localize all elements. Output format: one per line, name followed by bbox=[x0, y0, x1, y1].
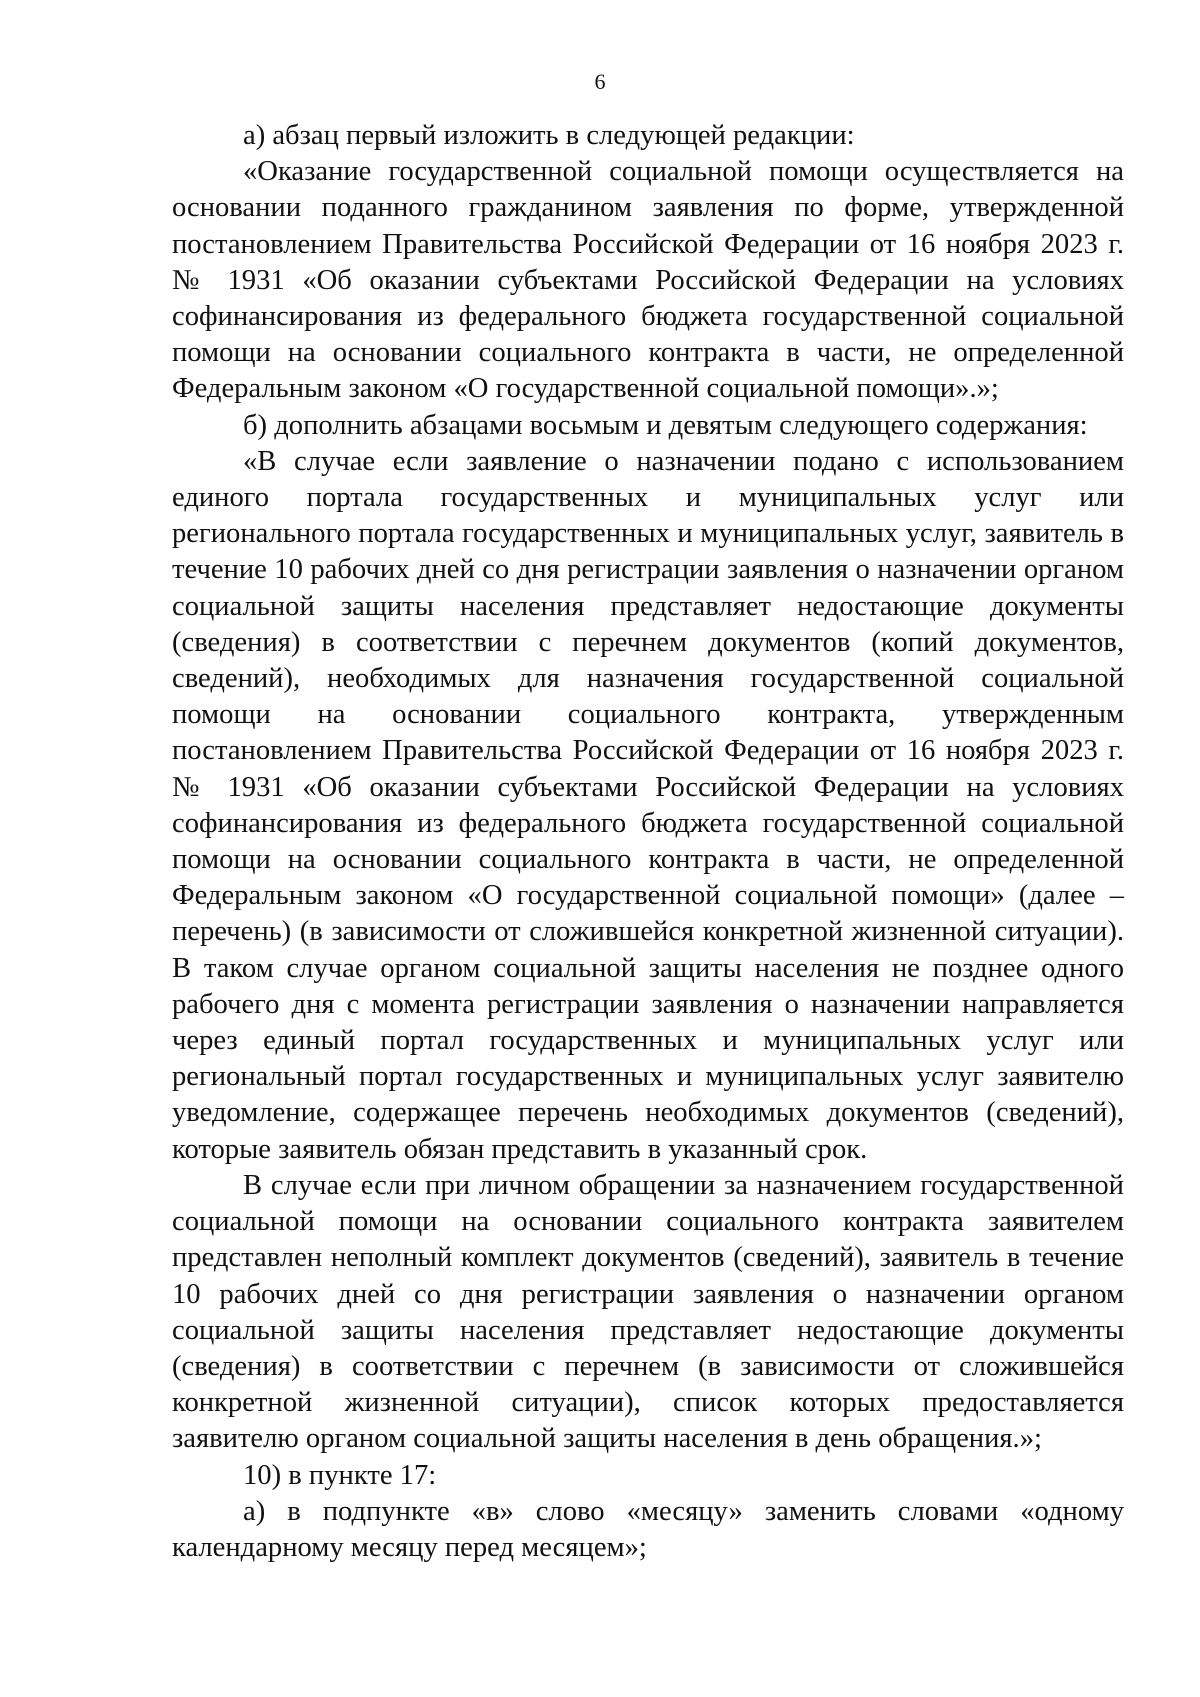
paragraph-3-dopolnit-abzacami: б) дополнить абзацами восьмым и девятым следующего содержания: bbox=[243, 409, 1088, 441]
paragraph-6-punkt-17: 10) в пункте 17: bbox=[243, 1459, 437, 1491]
paragraph-7-podpunkt-v: а) в подпункте «в» слово «месяцу» заменить словами «одному календарному месяцу перед месяцем»; bbox=[172, 1495, 1124, 1563]
paragraph-4-portal-application: «В случае если заявление о назначении подано с использованием единого портала государственных и муниципальных услуг или регионального портала государственных и муниципальных услуг, заявитель в течение 10 рабочих дней со дня регистрации заявления о назначении органом социальной защиты населения представляет недостающие документы (сведения) в соответствии с перечнем документов (копий документов, сведений), необходимых для назначения государственной социальной помощи на основании социального контракта, утвержденным постановлением Правительства Российской Федерации от 16 ноября 2023 г. № 1931 «Об оказании субъектами Российской Федерации на условиях софинансирования из федерального бюджета государственной социальной помощи на основании социального контракта в части, не определенной Федеральным законом «О государственной социальной помощи» (далее – перечень) (в зависимости от сложившейся конкретной жизненной ситуации). В таком случае органом социальной защиты населения не позднее одного рабочего дня с момента регистрации заявления о назначении направляется через единый портал государственных и муниципальных услуг или региональный портал государственных и муниципальных услуг заявителю уведомление, содержащее перечень необходимых документов (сведений), которые заявитель обязан представить в указанный срок. bbox=[172, 445, 1124, 1165]
paragraph-2-okazanie-pomoshchi: «Оказание государственной социальной помощи осуществляется на основании поданного гражданином заявления по форме, утвержденной постановлением Правительства Российской Федерации от 16 ноября 2023 г. № 1931 «Об оказании субъектами Российской Федерации на условиях софинансирования из федерального бюджета государственной социальной помощи на основании социального контракта в части, не определенной Федеральным законом «О государственной социальной помощи».»; bbox=[172, 156, 1124, 405]
paragraph-5-personal-application: В случае если при личном обращении за назначением государственной социальной помощи на основании социального контракта заявителем представлен неполный комплект документов (сведений), заявитель в течение 10 рабочих дней со дня регистрации заявления о назначении органом социальной защиты населения представляет недостающие документы (сведения) в соответствии с перечнем (в зависимости от сложившейся конкретной жизненной ситуации), список которых предоставляется заявителю органом социальной защиты населения в день обращения.»; bbox=[172, 1169, 1124, 1455]
page-number: 6 bbox=[594, 69, 606, 94]
document-body bbox=[172, 118, 1124, 1566]
paragraph-1-abzac-pervyj: а) абзац первый изложить в следующей редакции: bbox=[243, 120, 855, 151]
